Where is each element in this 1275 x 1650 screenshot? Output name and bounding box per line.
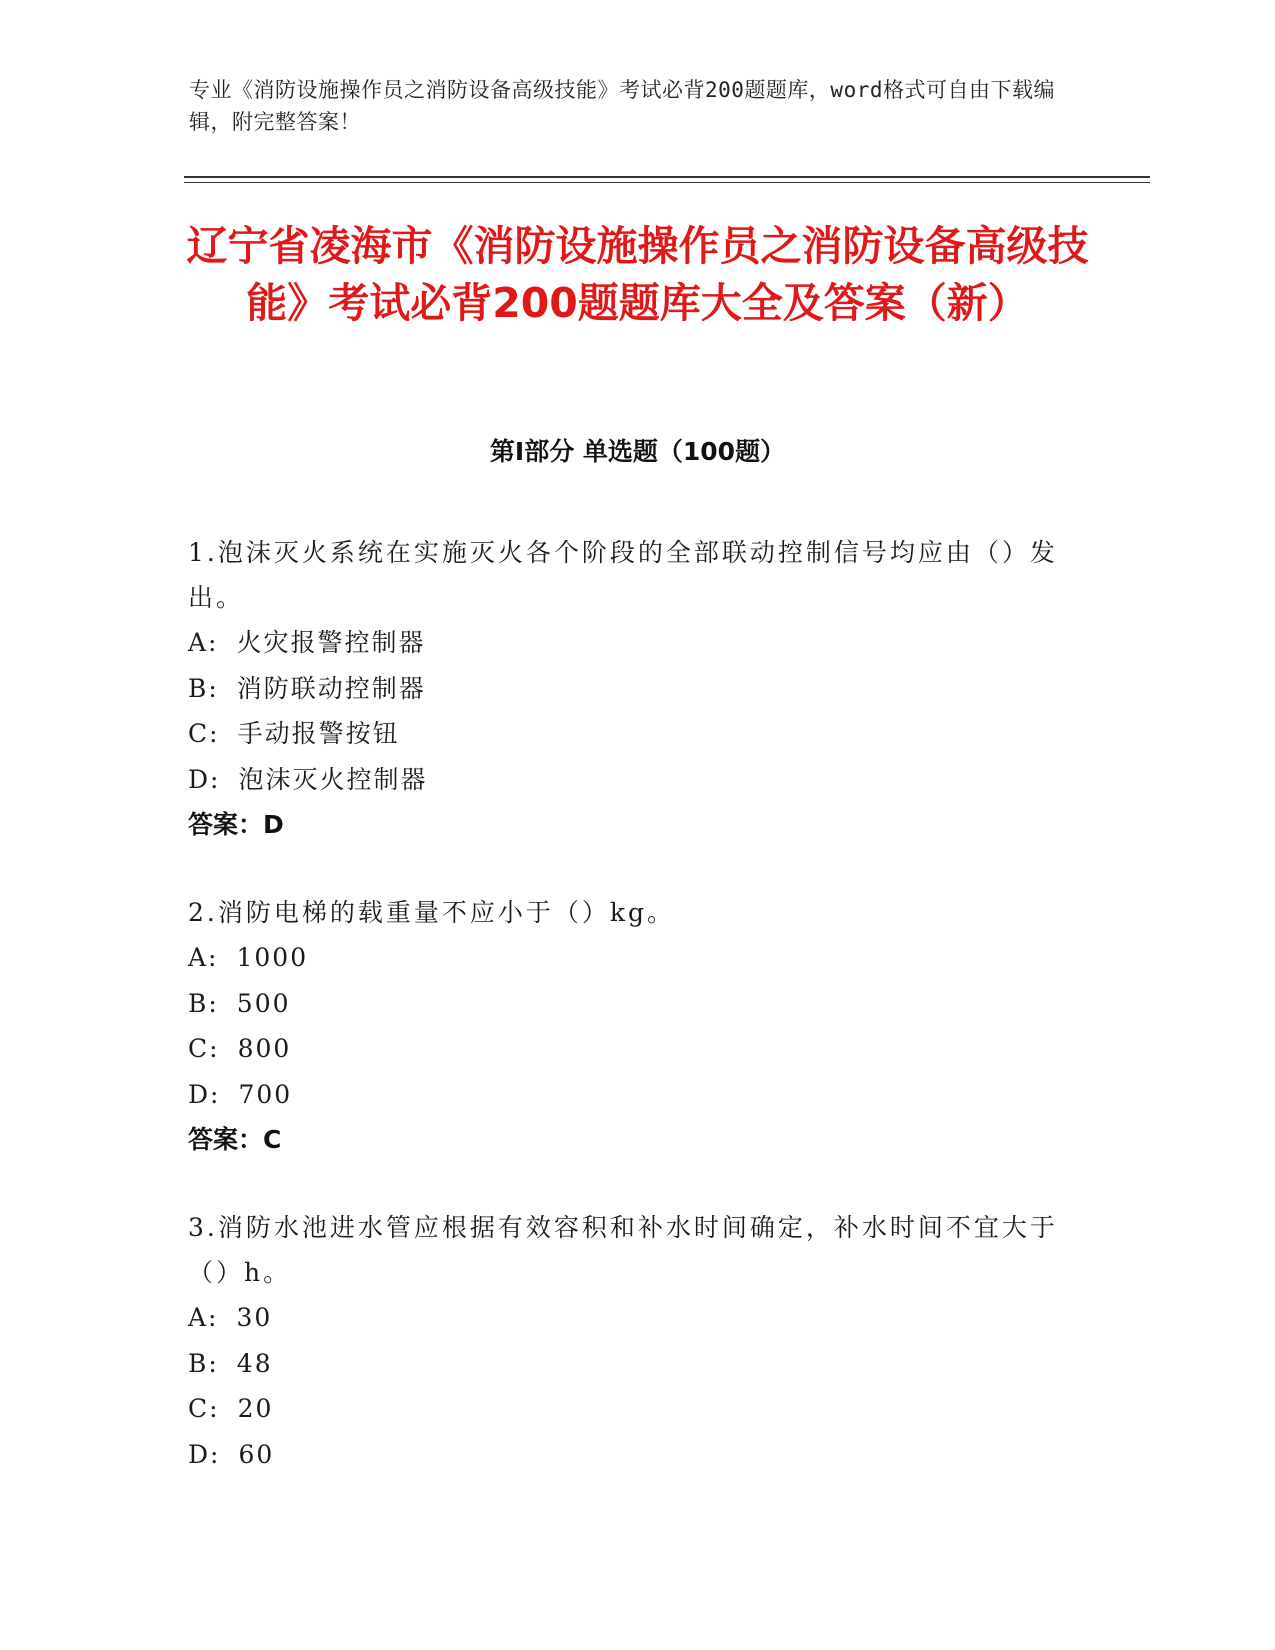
option-d [188, 1072, 1068, 1118]
option-text: 30 [236, 1303, 273, 1332]
answer-value: D [263, 810, 284, 839]
question-stem: 3.消防水池进水管应根据有效容积和补水时间确定，补水时间不宜大于（）h。 [188, 1213, 1058, 1287]
question-list [188, 530, 1068, 1519]
option-text: 手动报警按钮 [237, 719, 400, 748]
option-b [188, 1341, 1068, 1387]
option-letter: D: [188, 764, 221, 794]
option-d [188, 1432, 1068, 1478]
option-letter: C: [188, 1034, 220, 1063]
option-letter: B: [188, 1348, 219, 1378]
option-b [188, 666, 1068, 712]
option-letter: B: [188, 673, 219, 703]
option-letter: A: [188, 943, 219, 972]
option-letter: D: [188, 1439, 221, 1469]
option-text: 消防联动控制器 [236, 673, 426, 703]
option-a [188, 935, 1068, 981]
option-d [188, 757, 1068, 803]
option-text: 60 [238, 1439, 275, 1469]
option-letter: C: [188, 1394, 220, 1423]
option-letter: D: [188, 1079, 221, 1109]
option-c [188, 1386, 1068, 1432]
option-letter: A: [188, 628, 219, 657]
question-3 [188, 1205, 1068, 1477]
option-text: 800 [237, 1034, 292, 1063]
option-a [188, 620, 1068, 666]
option-text: 700 [238, 1079, 293, 1109]
document-title: 辽宁省凌海市《消防设施操作员之消防设备高级技能》考试必背200题题库大全及答案（新） [186, 222, 1089, 327]
option-text: 20 [237, 1394, 274, 1423]
option-b [188, 981, 1068, 1027]
option-text: 泡沫灭火控制器 [238, 764, 428, 794]
answer-label: 答案： [188, 810, 264, 839]
option-text: 1000 [236, 943, 309, 972]
question-stem: 2.消防电梯的载重量不应小于（）kg。 [188, 898, 676, 927]
option-letter: B: [188, 988, 219, 1018]
option-letter: C: [188, 719, 220, 748]
option-text: 500 [236, 988, 291, 1018]
section-heading: 第I部分 单选题（100题） [489, 437, 786, 466]
header-divider-thick [184, 176, 1150, 178]
header-divider-thin [184, 182, 1150, 183]
option-text: 火灾报警控制器 [236, 628, 426, 657]
header-note: 专业《消防设施操作员之消防设备高级技能》考试必背200题题库，word格式可自由下载编辑，附完整答案！ [189, 78, 1055, 134]
option-c [188, 1026, 1068, 1072]
question-stem: 1.泡沫灭火系统在实施灭火各个阶段的全部联动控制信号均应由（）发出。 [188, 538, 1058, 612]
answer-value: C [263, 1125, 282, 1154]
option-a [188, 1295, 1068, 1341]
option-letter: A: [188, 1303, 219, 1332]
option-c [188, 711, 1068, 757]
question-1 [188, 530, 1068, 848]
answer-line [188, 802, 1068, 848]
question-2 [188, 890, 1068, 1163]
option-text: 48 [236, 1348, 273, 1378]
answer-label: 答案： [188, 1125, 264, 1154]
answer-line [188, 1117, 1068, 1163]
